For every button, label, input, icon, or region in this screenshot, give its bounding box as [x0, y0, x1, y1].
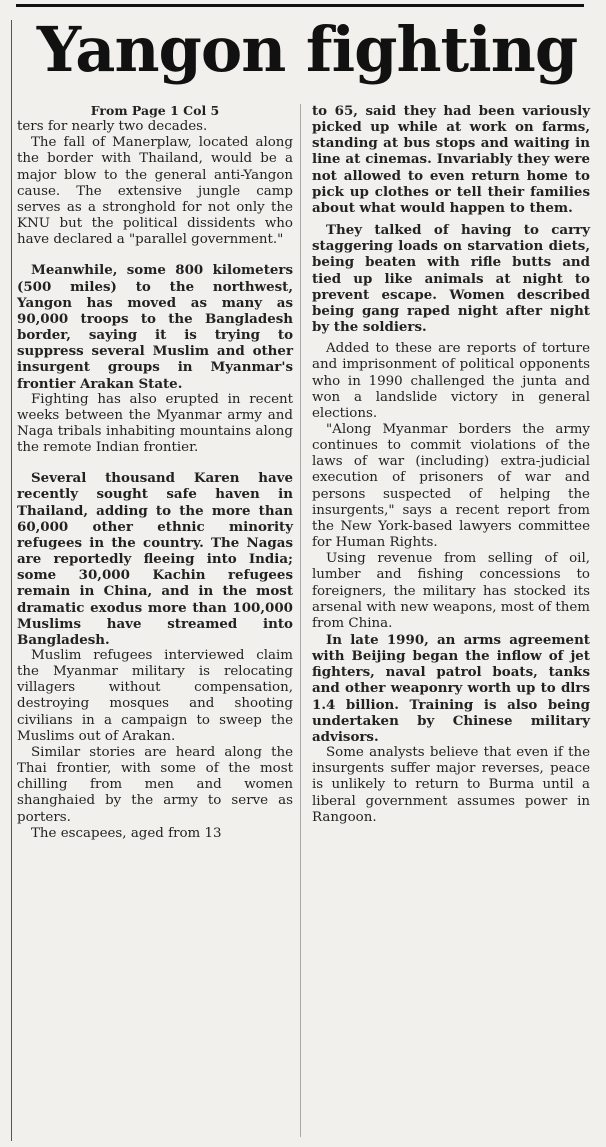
column-divider: [300, 104, 301, 1137]
article-column-right: [312, 103, 590, 826]
top-rule: [16, 4, 584, 7]
paragraph: "Along Myanmar borders the army continues to commit violations of the laws of war (including) extra-judicial execution of prisoners of war and persons suspected of helping the insurgents," says a recent report from the New York-based lawyers committee for Human Rights.: [312, 421, 590, 551]
article-column-left: [17, 103, 293, 842]
paragraph: The escapees, aged from 13: [31, 825, 222, 841]
paragraph: Meanwhile, some 800 kilometers (500 miles) to the northwest, Yangon has moved as many as 90,000 troops to the Bangladesh border, saying it is trying to suppress several Muslim and other insurgent groups in Myanmar's frontier Arakan State.: [17, 262, 293, 392]
paragraph: They talked of having to carry staggering loads on starvation diets, being beaten with rifle butts and tied up like animals at night to prevent escape. Women described being gang raped night after night by the soldiers.: [312, 222, 590, 336]
left-margin-rule: [11, 20, 12, 1141]
paragraph: The fall of Manerplaw, located along the border with Thailand, would be a major blow to the general anti-Yangon cause. The extensive jungle camp serves as a stronghold for not only the KNU but the political dissidents who have declared a "parallel government.": [17, 135, 293, 248]
paragraph: Several thousand Karen have recently sought safe haven in Thailand, adding to the more than 60,000 other ethnic minority refugees in the country. The Nagas are reportedly fleeing into India; some 30,000 Kachin refugees remain in China, and in the most dramatic exodus more than 100,000 Muslims have streamed into Bangladesh.: [17, 470, 293, 648]
paragraph: In late 1990, an arms agreement with Beijing began the inflow of jet fighters, naval patrol boats, tanks and other weaponry worth up to dlrs 1.4 billion. Training is also being undertaken by Chinese military advisors.: [312, 632, 590, 745]
paragraph: Some analysts believe that even if the insurgents suffer major reverses, peace is unlikely to return to Burma until a liberal government assumes power in Rangoon.: [312, 745, 590, 825]
paragraph: Added to these are reports of torture and imprisonment of political opponents who in 1990 challenged the junta and won a landslide victory in general elections.: [312, 341, 590, 421]
paragraph: ters for nearly two decades.: [17, 119, 208, 135]
paragraph: Fighting has also erupted in recent weeks between the Myanmar army and Naga tribals inhabiting mountains along the remote Indian frontier.: [17, 391, 293, 456]
paragraph: Using revenue from selling of oil, lumber and fishing concessions to foreigners, the military has stocked its arsenal with new weapons, most of them from China.: [312, 551, 590, 631]
jump-line: From Page 1 Col 5: [90, 103, 220, 118]
headline: Yangon fighting: [36, 13, 578, 86]
paragraph: to 65, said they had been variously picked up while at work on farms, standing at bus stops and waiting in line at cinemas. Invariably they were not allowed to even return home to pick up clothes or tell their families about what would happen to them.: [312, 103, 590, 216]
paragraph: Muslim refugees interviewed claim the Myanmar military is relocating villagers without compensation, destroying mosques and shooting civilians in a campaign to sweep the Muslims out of Arakan.: [17, 648, 293, 744]
paragraph: Similar stories are heard along the Thai frontier, with some of the most chilling from men and women shanghaied by the army to serve as porters.: [17, 744, 293, 825]
